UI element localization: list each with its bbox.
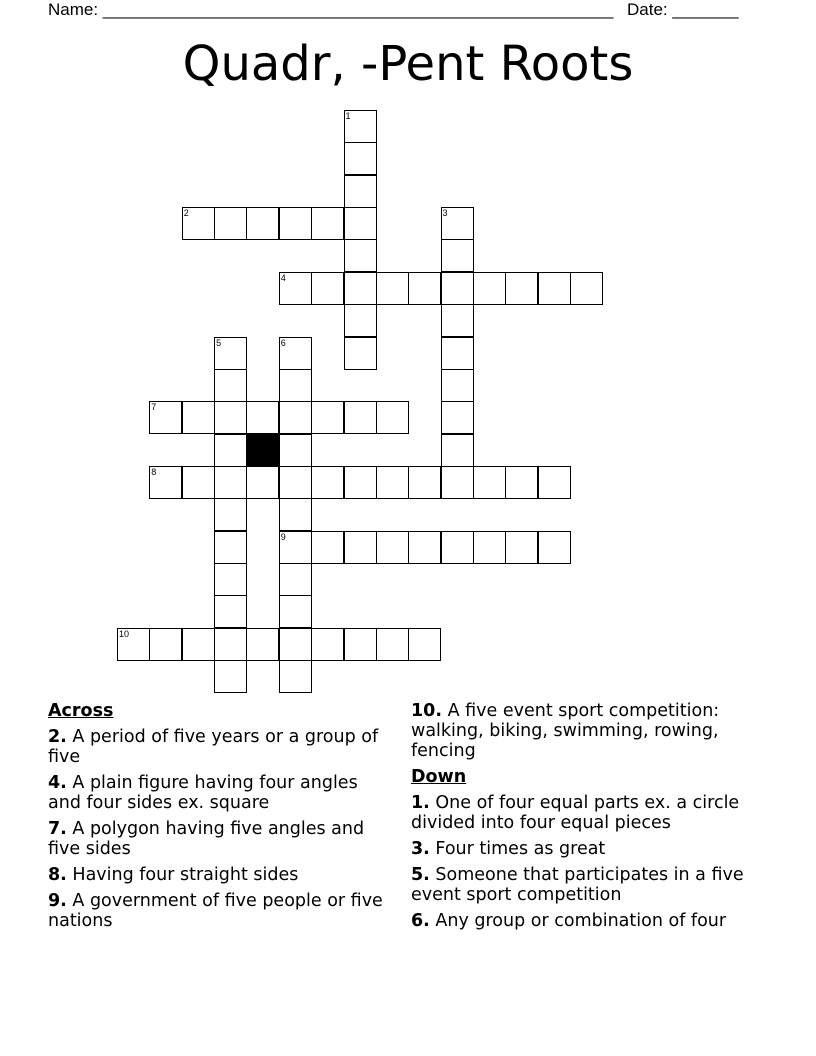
grid-cell[interactable] (311, 207, 344, 240)
grid-cell[interactable] (505, 466, 538, 499)
down-heading: Down (411, 767, 467, 787)
cell-number: 10 (119, 628, 130, 639)
grid-cell[interactable] (311, 401, 344, 434)
grid-cell[interactable] (279, 628, 312, 661)
grid-cell[interactable] (344, 531, 377, 564)
clue-number: 1. (411, 793, 430, 813)
grid-cell[interactable] (441, 466, 474, 499)
grid-cell[interactable] (214, 563, 247, 596)
grid-cell[interactable] (344, 142, 377, 175)
grid-cell[interactable] (570, 272, 603, 305)
grid-cell[interactable] (279, 595, 312, 628)
grid-cell[interactable] (279, 434, 312, 467)
clue-number: 10. (411, 701, 443, 721)
cell-number: 9 (280, 531, 286, 542)
grid-cell[interactable] (441, 239, 474, 272)
clue-across-2 (48, 727, 388, 767)
clue-down-5 (411, 865, 751, 905)
clue-text: Any group or combination of four (435, 911, 727, 931)
grid-cell[interactable] (214, 369, 247, 402)
grid-cell[interactable] (214, 434, 247, 467)
grid-block (246, 434, 279, 467)
grid-cell[interactable] (344, 239, 377, 272)
clue-down-1 (411, 793, 751, 833)
clue-across-8 (48, 865, 388, 885)
grid-cell[interactable] (408, 531, 441, 564)
grid-cell[interactable] (149, 628, 182, 661)
clue-number: 6. (411, 911, 430, 931)
grid-cell[interactable] (279, 272, 312, 305)
grid-cell[interactable] (117, 628, 150, 661)
grid-cell[interactable] (279, 401, 312, 434)
grid-cell[interactable] (311, 466, 344, 499)
grid-cell[interactable] (279, 660, 312, 693)
grid-cell[interactable] (344, 110, 377, 143)
grid-cell[interactable] (279, 369, 312, 402)
grid-cell[interactable] (182, 628, 215, 661)
grid-cell[interactable] (279, 207, 312, 240)
grid-cell[interactable] (246, 207, 279, 240)
clue-text: A polygon having five angles and five sides (48, 819, 365, 859)
grid-cell[interactable] (441, 369, 474, 402)
grid-cell[interactable] (149, 401, 182, 434)
clue-text: A five event sport competition: walking, biking, swimming, rowing, fencing (411, 701, 720, 761)
grid-cell[interactable] (344, 466, 377, 499)
grid-cell[interactable] (408, 272, 441, 305)
clue-text: Four times as great (435, 839, 606, 859)
grid-cell[interactable] (279, 337, 312, 370)
grid-cell[interactable] (311, 628, 344, 661)
clue-across-7 (48, 819, 388, 859)
grid-cell[interactable] (344, 175, 377, 208)
grid-cell[interactable] (279, 531, 312, 564)
grid-cell[interactable] (279, 563, 312, 596)
clues-right-column (411, 701, 751, 937)
grid-cell[interactable] (214, 498, 247, 531)
grid-cell[interactable] (149, 466, 182, 499)
cell-number: 5 (216, 337, 222, 348)
clue-text: Someone that participates in a five event sport competition (411, 865, 744, 905)
grid-cell[interactable] (376, 628, 409, 661)
name-field-label: Name: ______________________________________________________ (48, 0, 614, 19)
cell-number: 8 (151, 466, 157, 477)
grid-cell[interactable] (505, 531, 538, 564)
grid-cell[interactable] (538, 531, 571, 564)
clue-across-9 (48, 891, 388, 931)
grid-cell[interactable] (344, 401, 377, 434)
clue-number: 8. (48, 865, 67, 885)
cell-number: 7 (151, 402, 157, 413)
grid-cell[interactable] (441, 272, 474, 305)
grid-cell[interactable] (441, 531, 474, 564)
grid-cell[interactable] (376, 466, 409, 499)
grid-cell[interactable] (344, 337, 377, 370)
cell-number: 4 (280, 272, 286, 283)
date-field-label: Date: _______ (627, 0, 739, 19)
grid-cell[interactable] (246, 466, 279, 499)
clue-text: A period of five years or a group of five (48, 727, 379, 767)
cell-number: 3 (442, 208, 448, 219)
grid-cell[interactable] (473, 531, 506, 564)
clue-number: 7. (48, 819, 67, 839)
cell-number: 6 (280, 337, 286, 348)
clue-number: 4. (48, 773, 67, 793)
grid-cell[interactable] (344, 272, 377, 305)
clue-down-6 (411, 911, 751, 931)
grid-cell[interactable] (376, 272, 409, 305)
grid-cell[interactable] (214, 337, 247, 370)
grid-cell[interactable] (214, 628, 247, 661)
across-heading: Across (48, 701, 114, 721)
grid-cell[interactable] (182, 466, 215, 499)
grid-cell[interactable] (279, 466, 312, 499)
grid-cell[interactable] (473, 272, 506, 305)
grid-cell[interactable] (311, 531, 344, 564)
grid-cell[interactable] (311, 272, 344, 305)
grid-cell[interactable] (214, 466, 247, 499)
clue-across-10 (411, 701, 751, 761)
grid-cell[interactable] (182, 207, 215, 240)
grid-cell[interactable] (473, 466, 506, 499)
cell-number: 2 (183, 208, 189, 219)
clue-number: 2. (48, 727, 67, 747)
grid-cell[interactable] (538, 466, 571, 499)
clues-left-column (48, 701, 388, 937)
grid-cell[interactable] (246, 628, 279, 661)
grid-cell[interactable] (344, 628, 377, 661)
grid-cell[interactable] (246, 401, 279, 434)
clue-text: Having four straight sides (72, 865, 299, 885)
clue-number: 5. (411, 865, 430, 885)
clue-number: 3. (411, 839, 430, 859)
clue-down-3 (411, 839, 751, 859)
grid-cell[interactable] (214, 660, 247, 693)
grid-cell[interactable] (441, 207, 474, 240)
grid-cell[interactable] (214, 401, 247, 434)
grid-cell[interactable] (376, 531, 409, 564)
grid-cell[interactable] (214, 531, 247, 564)
page-title: Quadr, -Pent Roots (182, 36, 634, 92)
grid-cell[interactable] (344, 207, 377, 240)
clue-across-4 (48, 773, 388, 813)
grid-cell[interactable] (538, 272, 571, 305)
grid-cell[interactable] (408, 466, 441, 499)
grid-cell[interactable] (182, 401, 215, 434)
grid-cell[interactable] (344, 304, 377, 337)
grid-cell[interactable] (408, 628, 441, 661)
grid-cell[interactable] (505, 272, 538, 305)
clue-text: A plain figure having four angles and four sides ex. square (48, 773, 358, 813)
grid-cell[interactable] (441, 401, 474, 434)
grid-cell[interactable] (214, 595, 247, 628)
grid-cell[interactable] (441, 337, 474, 370)
grid-cell[interactable] (441, 304, 474, 337)
clue-text: One of four equal parts ex. a circle divided into four equal pieces (411, 793, 740, 833)
cell-number: 1 (345, 111, 351, 121)
grid-cell[interactable] (279, 498, 312, 531)
grid-cell[interactable] (376, 401, 409, 434)
grid-cell[interactable] (441, 434, 474, 467)
clue-text: A government of five people or five nations (48, 891, 383, 931)
clue-number: 9. (48, 891, 67, 911)
grid-cell[interactable] (214, 207, 247, 240)
